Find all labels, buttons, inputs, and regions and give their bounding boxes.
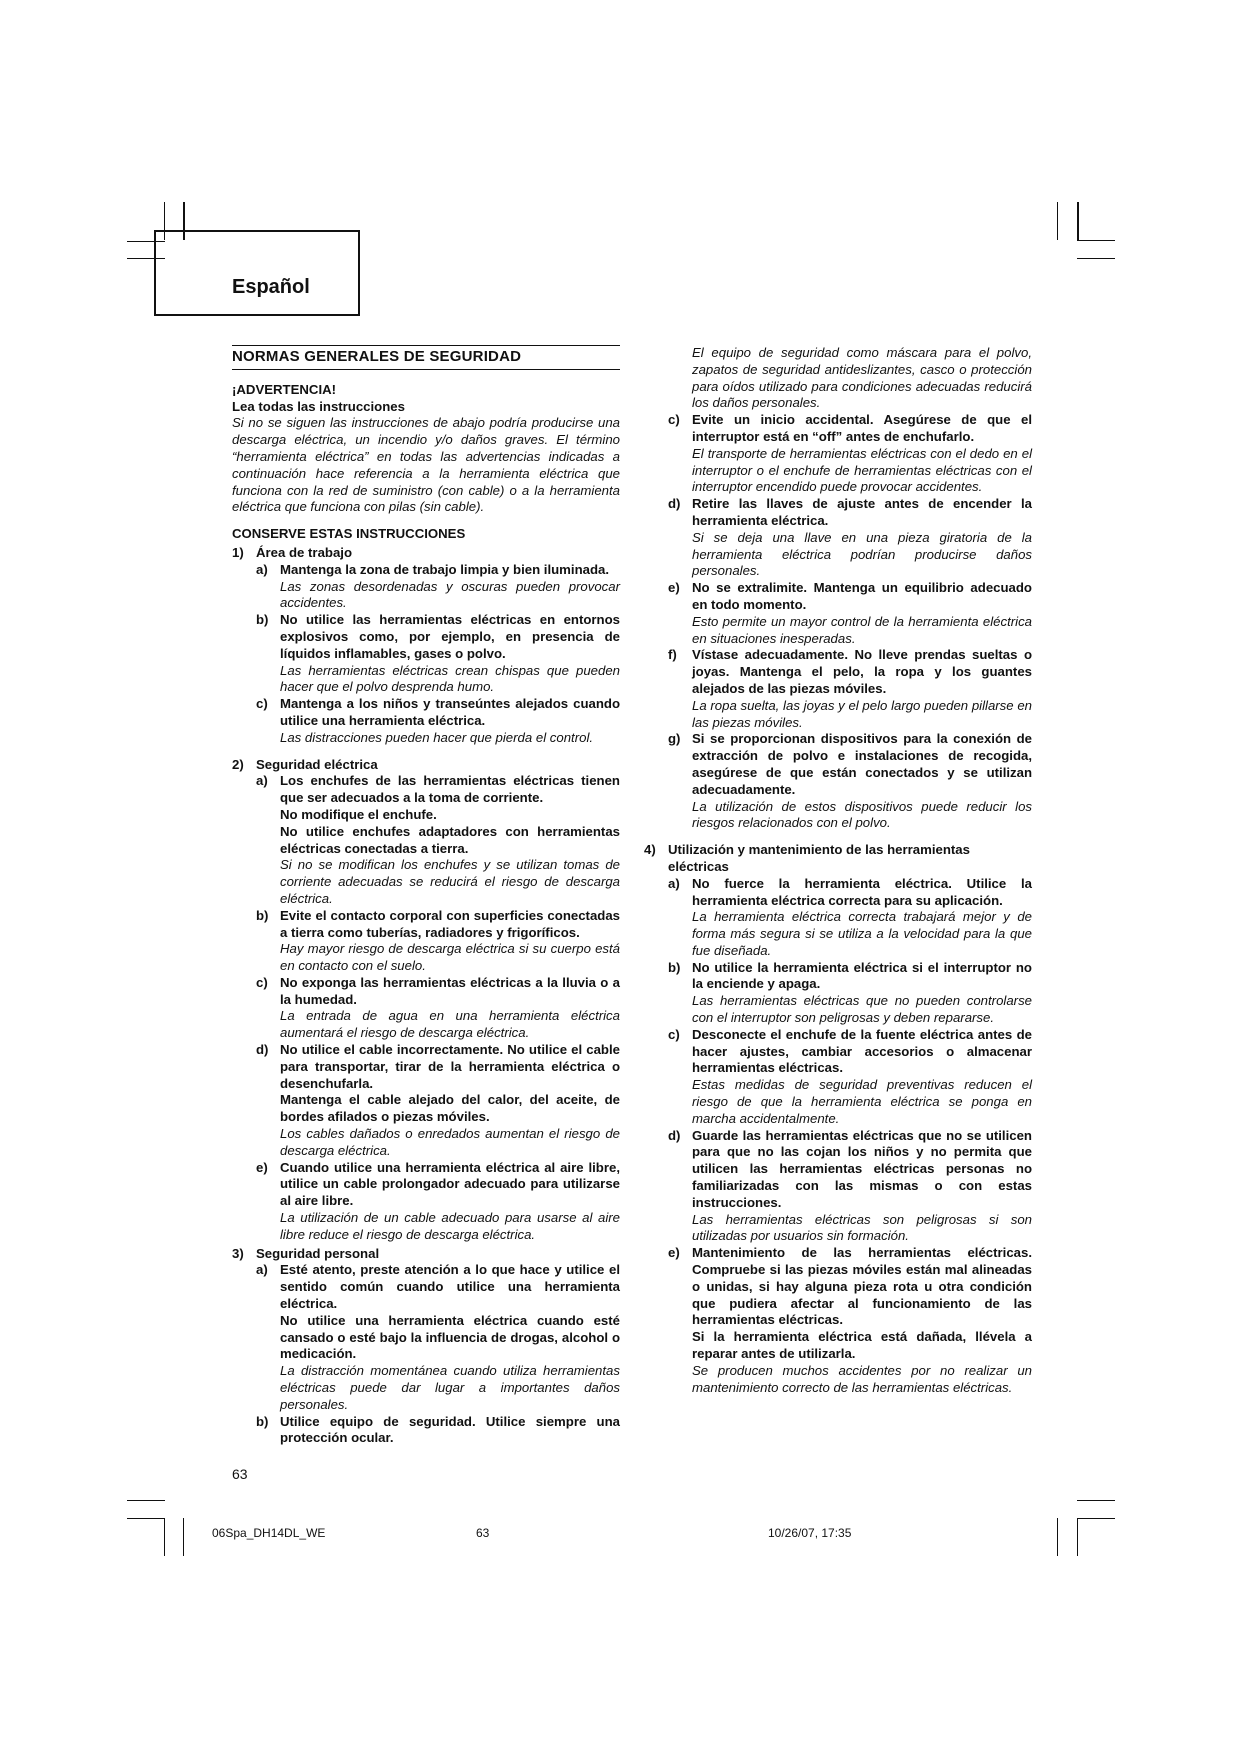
list-item: b) No utilice la herramienta eléctrica si el interruptor no la enciende y apaga. Las herramientas eléctricas que no pueden controlarse con el interruptor son peligrosas y deben repararse. [668, 959, 1032, 1026]
list-item: g) Si se proporcionan dispositivos para la conexión de extracción de polvo e instalaciones de recogida, asegúrese de que están conectados y se utilizan adecuadamente. La utilización de estos dispositivos puede reducir los riesgos relacionados con el polvo. [668, 731, 1032, 831]
list-item: b) Utilice equipo de seguridad. Utilice siempre una protección ocular. [256, 1413, 620, 1446]
warning-heading: ¡ADVERTENCIA! [232, 381, 337, 397]
list-item: b) Evite el contacto corporal con superficies conectadas a tierra como tuberías, radiadores y frigoríficos. Hay mayor riesgo de descarga eléctrica si su cuerpo está en contacto con el suelo. [256, 907, 620, 974]
list-item: c) No exponga las herramientas eléctricas a la lluvia o a la humedad. La entrada de agua en una herramienta eléctrica aumentará el riesgo de descarga eléctrica. [256, 974, 620, 1041]
section-3-heading: 3) Seguridad personal [232, 1245, 380, 1261]
list-item: a) Los enchufes de las herramientas eléctricas tienen que ser adecuados a la toma de corriente. No modifique el enchufe. No utilice enchufes adaptadores con herramientas eléctricas conectadas a tierra. Si no se modifican los enchufes y se utilizan tomas de corriente adecuadas se reducirá el riesgo de descarga eléctrica. [256, 773, 620, 906]
list-item: d) Retire las llaves de ajuste antes de encender la herramienta eléctrica. Si se deja una llave en una pieza giratoria de la herramienta eléctrica podrían producirse daños personales. [668, 496, 1032, 579]
list-item: d) No utilice el cable incorrectamente. No utilice el cable para transportar, tirar de la herramienta eléctrica o desenchufarla. Mantenga el cable alejado del calor, del aceite, de bordes afilados o piezas móviles. Los cables dañados o enredados aumentan el riesgo de descarga eléctrica. [256, 1042, 620, 1158]
left-column [232, 345, 620, 1447]
list-item: c) Desconecte el enchufe de la fuente eléctrica antes de hacer ajustes, cambiar accesorios o almacenar herramientas eléctricas. Estas medidas de seguridad preventivas reducen el riesgo de que la herramienta eléctrica se ponga en marcha accidentalmente. [668, 1026, 1032, 1126]
footer-filename: 06Spa_DH14DL_WE [212, 1526, 326, 1540]
intro-paragraph: Si no se siguen las instrucciones de abajo podría producirse una descarga eléctrica, un incendio y/o daños graves. El término “herramienta eléctrica” en todas las advertencias indicadas a continuación hace referencia a la herramienta eléctrica que funciona con la red de suministro (con cable) o a la herramienta eléctrica que funciona con pilas (sin cable). [232, 415, 620, 515]
list-item: a) No fuerce la herramienta eléctrica. Utilice la herramienta eléctrica correcta para su aplicación. La herramienta eléctrica correcta trabajará mejor y de forma más segura si se utiliza a la velocidad para la que fue diseñada. [668, 875, 1032, 958]
list-item: c) Evite un inicio accidental. Asegúrese de que el interruptor está en “off” antes de enchufarlo. El transporte de herramientas eléctricas con el dedo en el interruptor o el enchufe de herramientas eléctricas con el interruptor encendido puede provocar accidentes. [668, 412, 1032, 495]
footer-page: 63 [476, 1526, 490, 1540]
section-1-heading: 1) Área de trabajo [232, 544, 353, 560]
list-item: e) Mantenimiento de las herramientas eléctricas. Compruebe si las piezas móviles están mal alineadas o unidas, si hay alguna pieza rota u otra condición que pudiera afectar al funcionamiento de las herramientas eléctricas. Si la herramienta eléctrica está dañada, llévela a reparar antes de utilizarla. Se producen muchos accidentes por no realizar un mantenimiento correcto de las herramientas eléctricas. [668, 1245, 1032, 1395]
section-4-heading: 4) Utilización y mantenimiento de las herramientas eléctricas [644, 842, 970, 874]
section-title: NORMAS GENERALES DE SEGURIDAD [232, 345, 620, 370]
list-item: e) Cuando utilice una herramienta eléctrica al aire libre, utilice un cable prolongador adecuado para utilizarse al aire libre. La utilización de un cable adecuado para usarse al aire libre reduce el riesgo de descarga eléctrica. [256, 1159, 620, 1242]
list-item: b) No utilice las herramientas eléctricas en entornos explosivos como, por ejemplo, en presencia de líquidos inflamables, gases o polvo. Las herramientas eléctricas crean chispas que pueden hacer que el polvo desprenda humo. [256, 612, 620, 695]
list-item: a) Esté atento, preste atención a lo que hace y utilice el sentido común cuando utilice una herramienta eléctrica. No utilice una herramienta eléctrica cuando esté cansado o esté bajo la influencia de drogas, alcohol o medicación. La distracción momentánea cuando utiliza herramientas eléctricas puede dar lugar a importantes daños personales. [256, 1262, 620, 1412]
list-item: e) No se extralimite. Mantenga un equilibrio adecuado en todo momento. Esto permite un mayor control de la herramienta eléctrica en situaciones inesperadas. [668, 580, 1032, 646]
language-tab-box [154, 230, 360, 316]
list-item: f) Vístase adecuadamente. No lleve prendas sueltas o joyas. Mantenga el pelo, la ropa y los guantes alejados de las piezas móviles. La ropa suelta, las joyas y el pelo largo pueden pillarse en las piezas móviles. [668, 647, 1032, 730]
section-2-heading: 2) Seguridad eléctrica [232, 756, 378, 772]
list-item: c) Mantenga a los niños y transeúntes alejados cuando utilice una herramienta eléctrica. Las distracciones pueden hacer que pierda el control. [256, 696, 620, 745]
list-item-continuation: El equipo de seguridad como máscara para el polvo, zapatos de seguridad antideslizantes, casco o protección para oídos utilizado para condiciones adecuadas reducirá los daños personales. [692, 345, 1032, 411]
keep-instructions-heading: CONSERVE ESTAS INSTRUCCIONES [232, 526, 466, 542]
language-label: Español [232, 276, 310, 298]
footer-timestamp: 10/26/07, 17:35 [768, 1526, 852, 1540]
list-item: a) Mantenga la zona de trabajo limpia y bien iluminada. Las zonas desordenadas y oscuras pueden provocar accidentes. [256, 561, 620, 611]
read-all-heading: Lea todas las instrucciones [232, 398, 405, 414]
right-column [644, 345, 1032, 1396]
page-number: 63 [232, 1466, 248, 1482]
list-item: d) Guarde las herramientas eléctricas que no se utilicen para que no las cojan los niños y no permita que utilicen las herramientas eléctricas personas no familiarizadas con las mismas o con estas instrucciones. Las herramientas eléctricas son peligrosas si son utilizadas por usuarios sin formación. [668, 1127, 1032, 1244]
